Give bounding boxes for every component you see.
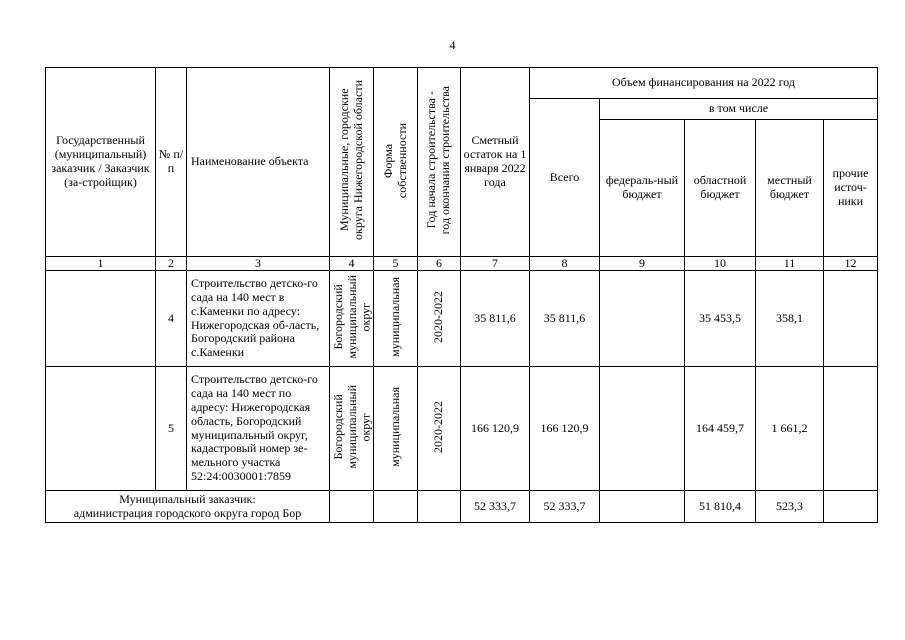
header-estimated: Сметный остаток на 1 января 2022 года <box>461 68 530 257</box>
cell-federal <box>600 367 685 491</box>
cell-estimated: 166 120,9 <box>461 367 530 491</box>
summary-local: 523,3 <box>756 491 824 523</box>
header-other: прочие источ-ники <box>824 120 878 257</box>
cell-years: 2020-2022 <box>418 367 461 491</box>
cell-total: 35 811,6 <box>530 271 600 367</box>
cell-ownership: муниципальная <box>374 271 418 367</box>
column-number: 10 <box>685 257 756 271</box>
table-row <box>46 271 878 367</box>
page-number: 4 <box>449 38 456 52</box>
summary-label: Муниципальный заказчик: администрация городского округа город Бор <box>46 491 330 523</box>
header-customer: Государственный (муниципальный) заказчик / Заказчик (за-стройщик) <box>46 68 156 257</box>
summary-estimated: 52 333,7 <box>461 491 530 523</box>
cell-estimated: 35 811,6 <box>461 271 530 367</box>
cell-customer <box>46 367 156 491</box>
cell-customer <box>46 271 156 367</box>
cell-num: 5 <box>156 367 187 491</box>
cell-local: 1 661,2 <box>756 367 824 491</box>
cell-municipal: Богородский муниципальный округ <box>330 367 374 491</box>
column-number: 11 <box>756 257 824 271</box>
cell-regional: 164 459,7 <box>685 367 756 491</box>
column-number-row <box>46 257 878 271</box>
cell-other <box>824 271 878 367</box>
cell-ownership <box>374 491 418 523</box>
header-municipal: Муниципальные, городские округа Нижегородской области <box>330 68 374 257</box>
column-number: 7 <box>461 257 530 271</box>
cell-regional: 35 453,5 <box>685 271 756 367</box>
cell-other <box>824 367 878 491</box>
column-number: 8 <box>530 257 600 271</box>
cell-object-name: Строительство детско-го сада на 140 мест в с.Каменки по адресу: Нижегородская об-ласть, Богородский района с.Каменки <box>187 271 330 367</box>
summary-total: 52 333,7 <box>530 491 600 523</box>
column-number: 2 <box>156 257 187 271</box>
header-federal: федераль-ный бюджет <box>600 120 685 257</box>
column-number: 4 <box>330 257 374 271</box>
column-number: 6 <box>418 257 461 271</box>
header-ownership: Форма собственности <box>374 68 418 257</box>
column-number: 9 <box>600 257 685 271</box>
cell-local: 358,1 <box>756 271 824 367</box>
header-local: местный бюджет <box>756 120 824 257</box>
column-number: 1 <box>46 257 156 271</box>
cell-municipal: Богородский муниципальный округ <box>330 271 374 367</box>
cell-total: 166 120,9 <box>530 367 600 491</box>
header-financing: Объем финансирования на 2022 год <box>530 68 878 99</box>
header-total: Всего <box>530 99 600 257</box>
cell-num: 4 <box>156 271 187 367</box>
table-row <box>46 367 878 491</box>
cell-object-name: Строительство детско-го сада на 140 мест по адресу: Нижегородская область, Богородский муниципальный округ, кадастровый номер зе-мельного участка 52:24:0030001:7859 <box>187 367 330 491</box>
summary-federal <box>600 491 685 523</box>
header-years: Год начала строительства - год окончания строительства <box>418 68 461 257</box>
column-number: 12 <box>824 257 878 271</box>
cell-years <box>418 491 461 523</box>
cell-federal <box>600 271 685 367</box>
cell-years: 2020-2022 <box>418 271 461 367</box>
header-including: в том числе <box>600 99 878 120</box>
cell-ownership: муниципальная <box>374 367 418 491</box>
cell-municipal <box>330 491 374 523</box>
column-number: 3 <box>187 257 330 271</box>
summary-other <box>824 491 878 523</box>
column-number: 5 <box>374 257 418 271</box>
financing-table <box>45 67 878 523</box>
summary-regional: 51 810,4 <box>685 491 756 523</box>
summary-row <box>46 491 878 523</box>
header-num: № п/п <box>156 68 187 257</box>
header-regional: областной бюджет <box>685 120 756 257</box>
header-object-name: Наименование объекта <box>187 68 330 257</box>
